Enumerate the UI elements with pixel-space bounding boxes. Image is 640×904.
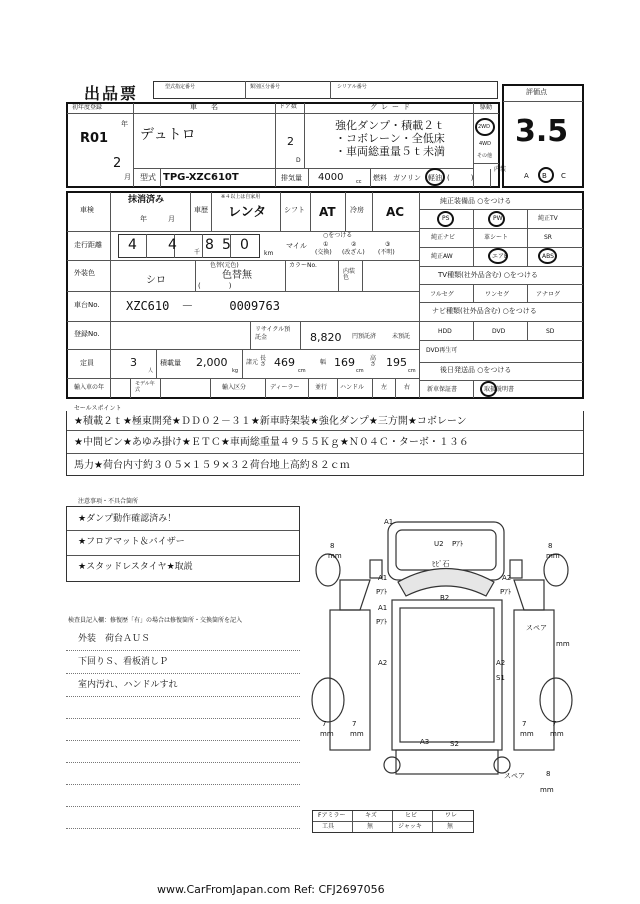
drive-2wd: 2WD xyxy=(478,124,490,130)
meter-note: ○をつける xyxy=(323,232,353,239)
equip-ps-circle xyxy=(437,211,454,227)
displacement-value: 4000 xyxy=(318,172,344,183)
fuel-paren: ( ) xyxy=(447,174,474,182)
first-reg-month: 2 xyxy=(113,156,122,171)
capacity-value: 3 xyxy=(130,356,137,369)
meter-num-2: ② xyxy=(351,241,357,248)
reg-label: 登録No. xyxy=(74,330,100,338)
capacity-label: 定員 xyxy=(80,359,94,367)
dmg-label-5: Pｱﾄ xyxy=(376,588,388,596)
note-line-1: ★ダンプ動作確認済み！ xyxy=(78,514,177,524)
score-label: 評価点 xyxy=(526,88,547,96)
meter-num-3: ③ xyxy=(385,241,391,248)
dmg-label-12: A2 xyxy=(378,659,388,667)
footer-ref: www.CarFromJapan.com Ref: CFJ2697056 xyxy=(157,883,385,896)
dmg-label-16: S2 xyxy=(450,740,459,748)
equip-sr: SR xyxy=(544,234,552,241)
equip-navi: 純正ナビ xyxy=(431,234,456,241)
ac-value: AC xyxy=(386,205,405,219)
sales-line-1: ★積載２ｔ★極東開発★ＤＤ０２－３１★新車時架装★強化ダンプ★三方開★コボレーン xyxy=(74,416,467,427)
recycle-paid: 円預託済 xyxy=(352,333,377,340)
note-line-3: ★スタッドレスタイヤ★取説 xyxy=(78,562,193,572)
equipment-label: 純正装備品 ○をつける xyxy=(440,197,512,205)
interior-b: B xyxy=(542,172,547,180)
load-unit: kg xyxy=(232,368,239,374)
navi-opt-2: DVD xyxy=(492,328,506,335)
displacement-unit: cc xyxy=(356,179,362,185)
interior-b-circle xyxy=(538,167,554,183)
mileage-digit-4: 5 xyxy=(222,237,231,253)
mileage-digit-2: 4 xyxy=(168,237,177,253)
grade-line-3: ・車両総重量５ｔ未満 xyxy=(335,145,445,158)
category-label: 類別区分番号 xyxy=(250,84,281,90)
exterior-label: 外装色 xyxy=(74,269,95,277)
mileage-digit-1: 4 xyxy=(128,237,137,253)
year-unit: 年 xyxy=(121,120,128,128)
bottom-value-4: 無 xyxy=(447,823,454,830)
notes-label: 注意事項・不具合箇所 xyxy=(78,498,139,505)
width-value: 169 xyxy=(334,356,355,369)
usage-note: ※４以上は自家用 xyxy=(221,194,261,200)
bottom-header-1: Fアミラー xyxy=(318,812,346,819)
height-unit: cm xyxy=(408,368,416,374)
chassis-label: 車台No. xyxy=(74,301,100,309)
tv-opt-3: アナログ xyxy=(536,291,561,298)
tire-4: 7 xyxy=(352,720,357,728)
recycle-value: 8,820 xyxy=(310,331,342,344)
sales-line-3: 馬力★荷台内寸約３０５×１５９×３２荷台地上高約８２ｃｍ xyxy=(74,460,350,471)
mileage-digit-5: 0 xyxy=(240,237,249,253)
doors-value: 2 xyxy=(287,135,294,148)
tire-unit-4: mm xyxy=(350,730,364,738)
car-name-label: 車名 xyxy=(190,103,232,111)
doors-unit: D xyxy=(296,157,301,164)
form-title: 出品票 xyxy=(84,84,139,103)
equip-airbag-circle xyxy=(488,248,508,264)
dmg-label-3: Pｱﾄ xyxy=(452,540,464,548)
score-value: 3.5 xyxy=(515,114,569,149)
dmg-label-10: A1 xyxy=(378,604,388,612)
model-year-label: モデル年式 xyxy=(135,381,155,393)
dmg-label-6: ﾋﾋﾞ石 xyxy=(432,560,450,568)
tire-unit-2: mm xyxy=(546,552,560,560)
navi-label: ナビ種類(社外品含む) ○をつける xyxy=(432,307,537,315)
dmg-label-15: A3 xyxy=(420,738,430,746)
fuel-gas: ガソリン xyxy=(393,174,421,182)
tire-unit-3: mm xyxy=(320,730,334,738)
interior-label: 内装 xyxy=(494,166,507,173)
handle-label: ハンドル xyxy=(340,384,365,391)
usage-value: レンタ xyxy=(228,205,267,220)
load-label: 積載量 xyxy=(160,359,181,367)
inspection-ym: 年 月 xyxy=(140,215,175,223)
exterior-value: シロ xyxy=(146,275,166,286)
spare-unit-2: mm xyxy=(540,786,554,794)
bottom-value-3: ジャッキ xyxy=(398,823,422,830)
warranty-label: 新車保証書 xyxy=(427,386,458,393)
inspector-label: 検査員記入欄：修復歴「有」の場合は修復箇所・交換箇所を記入 xyxy=(68,617,243,624)
interior-color-label: 内装色 xyxy=(343,268,356,281)
dmg-label-2: U2 xyxy=(434,540,444,548)
length-unit: cm xyxy=(298,368,306,374)
mileage-label: 走行距離 xyxy=(74,241,102,249)
fuel-diesel-circle xyxy=(425,168,445,186)
length-value: 469 xyxy=(274,356,295,369)
shift-value: AT xyxy=(319,205,336,219)
navi-opt-3: SD xyxy=(546,328,555,335)
first-reg-label: 初年度登録 xyxy=(72,104,103,111)
dmg-label-13: A2 xyxy=(496,659,506,667)
bottom-value-2: 無 xyxy=(367,823,374,830)
drive-other: その他 xyxy=(477,153,493,159)
tire-unit-1: mm xyxy=(328,552,342,560)
mileage-unit: km xyxy=(264,250,274,257)
spare-label-1: スペア xyxy=(526,624,547,632)
length-label: 長さ xyxy=(260,355,267,368)
vehicle-damage-diagram xyxy=(300,500,584,810)
tv-label: TV種類(社外品含む) ○をつける xyxy=(438,271,538,279)
tire-3: 7 xyxy=(322,720,327,728)
meter-opt-1: (交換) xyxy=(315,249,332,256)
spare-label-2: スペア xyxy=(504,772,525,780)
fuel-diesel: 軽油 xyxy=(428,174,442,182)
bottom-value-1: 工具 xyxy=(322,823,335,830)
import-class-label: 輸入区分 xyxy=(222,384,247,391)
left-label: 左 xyxy=(381,384,388,391)
right-label: 右 xyxy=(404,384,411,391)
meter-label: マイル xyxy=(286,242,307,250)
drive-4wd: 4WD xyxy=(479,141,491,147)
bottom-header-2: キズ xyxy=(365,812,377,819)
import-label: 輸入車の年 xyxy=(74,384,105,391)
mileage-digit-3: 8 xyxy=(205,237,214,253)
tire-unit-6: mm xyxy=(550,730,564,738)
displacement-label: 排気量 xyxy=(281,174,302,182)
usage-label: 車歴 xyxy=(194,206,208,214)
dmg-label-4: A1 xyxy=(378,574,388,582)
navi-opt-1: HDD xyxy=(438,328,452,335)
meter-opt-3: (不明) xyxy=(378,249,395,256)
equip-airbag: エアB xyxy=(492,253,509,260)
tire-6: 7 xyxy=(552,720,557,728)
equip-leather: 革シート xyxy=(484,234,509,241)
spare-unit-1: mm xyxy=(556,640,570,648)
grade-line-1: 強化ダンプ・積載２ｔ xyxy=(335,119,446,132)
equip-tv: 純正TV xyxy=(538,215,558,222)
grade-line-2: ・コボレーン・全低床 xyxy=(335,132,445,145)
equip-pw-circle xyxy=(488,211,505,227)
interior-a: A xyxy=(524,172,529,180)
docs-label: 後日発送品 ○をつける xyxy=(440,366,512,374)
month-unit: 月 xyxy=(124,173,131,181)
equip-abs: ABS xyxy=(542,253,554,260)
bottom-header-3: ヒビ xyxy=(405,812,418,819)
dealer-label: ディーラー xyxy=(270,384,300,391)
color-no-label: カラーNo. xyxy=(289,262,317,269)
load-value: 2,000 xyxy=(196,356,228,369)
color-paren: ( ) xyxy=(198,282,232,290)
inspector-line-2: 下回りＳ、看板消しＰ xyxy=(78,657,169,667)
width-label: 幅 xyxy=(320,359,327,366)
note-line-2: ★フロアマット＆バイザー xyxy=(78,537,185,547)
inspection-value: 抹消済み xyxy=(128,195,165,205)
chassis-value: XZC610 － 0009763 xyxy=(126,299,280,313)
sales-line-2: ★中間ピン★あゆみ掛け★ＥＴＣ★車両総重量４９５５Ｋｇ★Ｎ０４Ｃ・ターボ・１３６ xyxy=(74,437,469,448)
recycle-unpaid: 未預託 xyxy=(392,333,411,340)
height-value: 195 xyxy=(386,356,407,369)
dmg-label-9: B2 xyxy=(440,594,450,602)
fuel-label: 燃料 xyxy=(373,174,387,182)
ac-label: 冷房 xyxy=(350,206,364,214)
tire-2: 8 xyxy=(548,542,553,550)
dmg-label-14: S1 xyxy=(496,674,505,682)
model-label: 型式 xyxy=(140,173,156,182)
equip-pw: PW xyxy=(493,215,503,222)
header-id-row xyxy=(153,81,498,99)
drive-label: 駆動 xyxy=(480,104,493,111)
dvd-label: DVD再生可 xyxy=(426,347,458,354)
color-changed: 色替無 xyxy=(222,270,252,281)
manual-label: 取扱説明書 xyxy=(484,386,515,393)
tire-unit-5: mm xyxy=(520,730,534,738)
meter-opt-2: (改ざん) xyxy=(342,249,365,256)
mileage-thousand: 千 xyxy=(194,249,201,256)
mileage-box xyxy=(118,234,260,258)
meter-num-1: ① xyxy=(323,241,329,248)
capacity-unit: 人 xyxy=(148,368,154,374)
dmg-label-11: Pｱﾄ xyxy=(376,618,388,626)
model-designation-label: 型式指定番号 xyxy=(165,84,196,90)
dmg-label-7: A2 xyxy=(502,574,512,582)
equip-abs-circle xyxy=(538,248,557,264)
equip-aw: 純正AW xyxy=(431,253,453,260)
tire-5: 7 xyxy=(522,720,527,728)
serial-label: シリアル番号 xyxy=(337,84,367,90)
width-unit: cm xyxy=(356,368,364,374)
spare-value-2: 8 xyxy=(546,770,551,778)
tv-opt-2: ワンセグ xyxy=(485,291,510,298)
dmg-label-8: Pｱﾄ xyxy=(500,588,512,596)
height-label: 高さ xyxy=(370,355,377,368)
equip-ps: PS xyxy=(442,215,450,222)
model-code: TPG-XZC610T xyxy=(163,172,239,183)
color-base-label: 色替(元色) xyxy=(210,262,239,269)
shift-label: シフト xyxy=(284,206,305,214)
recycle-label: リサイクル預託金 xyxy=(255,326,291,341)
car-name-value: デュトロ xyxy=(140,127,196,143)
inspector-line-3: 室内汚れ、ハンドルすれ xyxy=(78,680,178,690)
dmg-label-1: A1 xyxy=(384,518,394,526)
first-reg-era: R01 xyxy=(80,131,109,146)
drive-2wd-circle xyxy=(475,118,495,136)
interior-c: C xyxy=(561,172,566,180)
parallel-label: 並行 xyxy=(315,384,328,391)
manual-circle xyxy=(480,381,497,397)
bottom-header-4: ワレ xyxy=(445,812,458,819)
inspector-line-1: 外装 荷台ＡＵＳ xyxy=(78,634,151,644)
doors-label: ドア数 xyxy=(279,103,297,110)
inspection-label: 車検 xyxy=(80,206,94,214)
tire-1: 8 xyxy=(330,542,335,550)
grade-label: グレード xyxy=(370,103,414,111)
tv-opt-1: フルセグ xyxy=(430,291,454,298)
sales-points-label: セールスポイント xyxy=(74,405,122,412)
dims-label: 諸元 xyxy=(246,359,259,366)
